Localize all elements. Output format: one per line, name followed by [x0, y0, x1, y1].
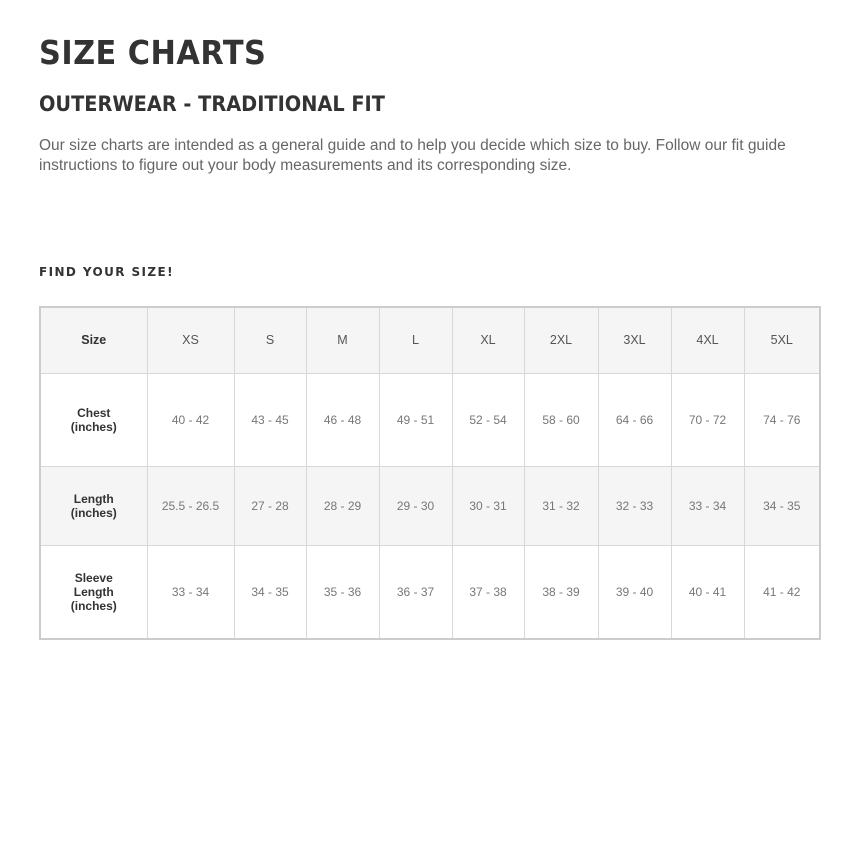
size-column-header: Size	[40, 307, 147, 373]
size-header-xs: XS	[147, 307, 234, 373]
size-header-2xl: 2XL	[524, 307, 598, 373]
table-cell: 70 - 72	[671, 373, 744, 466]
size-header-m: M	[306, 307, 379, 373]
table-cell: 37 - 38	[452, 545, 524, 639]
table-cell: 40 - 42	[147, 373, 234, 466]
table-cell: 64 - 66	[598, 373, 671, 466]
table-cell: 36 - 37	[379, 545, 452, 639]
table-cell: 34 - 35	[234, 545, 306, 639]
table-row-length	[40, 466, 820, 545]
table-cell: 29 - 30	[379, 466, 452, 545]
table-cell: 27 - 28	[234, 466, 306, 545]
table-cell: 28 - 29	[306, 466, 379, 545]
table-cell: 40 - 41	[671, 545, 744, 639]
table-row-sleeve-length	[40, 545, 820, 639]
size-chart-table	[39, 306, 821, 640]
table-cell: 35 - 36	[306, 545, 379, 639]
table-cell: 58 - 60	[524, 373, 598, 466]
table-cell: 38 - 39	[524, 545, 598, 639]
table-cell: 32 - 33	[598, 466, 671, 545]
table-cell: 33 - 34	[671, 466, 744, 545]
table-cell: 30 - 31	[452, 466, 524, 545]
chart-subtitle: OUTERWEAR - TRADITIONAL FIT	[39, 92, 385, 116]
size-header-xl: XL	[452, 307, 524, 373]
table-cell: 74 - 76	[744, 373, 820, 466]
table-cell: 39 - 40	[598, 545, 671, 639]
intro-text: Our size charts are intended as a general guide and to help you decide which size to buy. Follow our fit guide instructions to figure out your body measurements and its corresponding size.	[39, 137, 786, 174]
table-cell: 49 - 51	[379, 373, 452, 466]
size-header-3xl: 3XL	[598, 307, 671, 373]
table-cell: 33 - 34	[147, 545, 234, 639]
table-cell: 43 - 45	[234, 373, 306, 466]
size-header-4xl: 4XL	[671, 307, 744, 373]
table-cell: 31 - 32	[524, 466, 598, 545]
table-cell: 46 - 48	[306, 373, 379, 466]
table-cell: 25.5 - 26.5	[147, 466, 234, 545]
table-row-chest	[40, 373, 820, 466]
page-title: SIZE CHARTS	[39, 33, 267, 72]
row-label-sleeve-length: Sleeve Length (inches)	[40, 545, 147, 639]
table-cell: 41 - 42	[744, 545, 820, 639]
find-your-size-heading: FIND YOUR SIZE!	[39, 265, 174, 279]
table-header-row	[40, 307, 820, 373]
table-cell: 52 - 54	[452, 373, 524, 466]
table-cell: 34 - 35	[744, 466, 820, 545]
size-header-s: S	[234, 307, 306, 373]
size-header-l: L	[379, 307, 452, 373]
row-label-length: Length (inches)	[40, 466, 147, 545]
row-label-chest: Chest (inches)	[40, 373, 147, 466]
size-header-5xl: 5XL	[744, 307, 820, 373]
